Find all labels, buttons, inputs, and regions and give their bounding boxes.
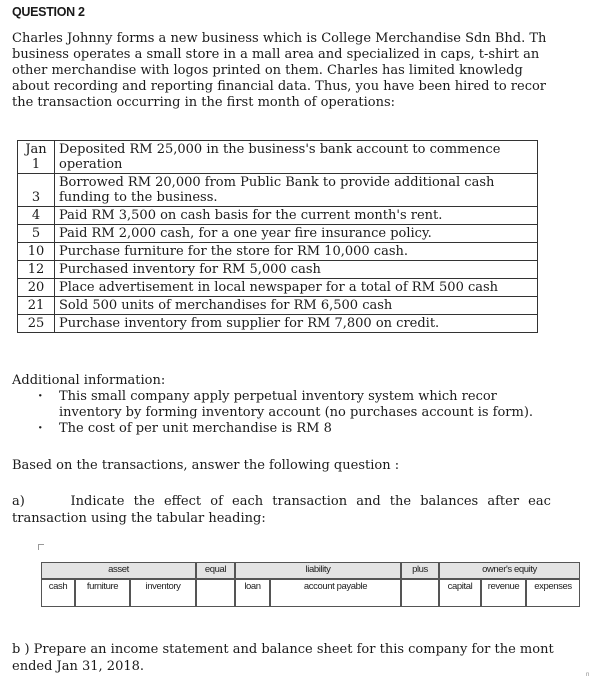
col-plus-blank <box>401 579 439 607</box>
list-item: · This small company apply perpetual inventory system which recor inventory by forming inventory account (no purchases account is form). <box>38 389 533 421</box>
col-capital: capital <box>439 579 481 607</box>
watermark-text: n <box>586 672 590 678</box>
date-cell: Jan 1 <box>18 141 55 174</box>
header-asset: asset <box>41 562 196 579</box>
description-cell: Sold 500 units of merchandises for RM 6,500 cash <box>55 297 538 315</box>
col-inventory: inventory <box>130 579 196 607</box>
table-row <box>18 261 538 279</box>
table-row <box>18 141 538 174</box>
date-cell: 5 <box>18 225 55 243</box>
table-row <box>18 207 538 225</box>
question-b-line: b ) Prepare an income statement and balance sheet for this company for the mont <box>12 642 554 657</box>
question-a-text: Indicate the effect of each transaction and the balances after eac <box>70 494 551 509</box>
description-cell: Place advertisement in local newspaper for a total of RM 500 cash <box>55 279 538 297</box>
table-row <box>18 225 538 243</box>
header-liability: liability <box>235 562 401 579</box>
date-cell: 21 <box>18 297 55 315</box>
based-on-text: Based on the transactions, answer the following question : <box>12 458 400 473</box>
description-cell: Paid RM 2,000 cash, for a one year fire insurance policy. <box>55 225 538 243</box>
date-cell: 10 <box>18 243 55 261</box>
corner-mark <box>38 544 44 550</box>
date-cell: 3 <box>18 174 55 207</box>
question-a-label: a) <box>12 494 25 509</box>
col-expenses: expenses <box>526 579 580 607</box>
intro-paragraph <box>12 31 602 111</box>
description-cell: Purchase inventory from supplier for RM 7,800 on credit. <box>55 315 538 333</box>
list-item: · The cost of per unit merchandise is RM 8 <box>38 421 533 437</box>
intro-line: the transaction occurring in the first month of operations: <box>12 95 396 110</box>
additional-info-title: Additional information: <box>12 373 166 388</box>
header-plus: plus <box>401 562 439 579</box>
table-row <box>18 174 538 207</box>
question-b-line: ended Jan 31, 2018. <box>12 659 145 674</box>
question-heading: QUESTION 2 <box>12 5 85 19</box>
date-cell: 4 <box>18 207 55 225</box>
col-equal-blank <box>196 579 235 607</box>
question-b <box>12 641 554 675</box>
col-revenue: revenue <box>481 579 526 607</box>
transactions-table <box>17 140 538 333</box>
header-owners-equity: owner's equity <box>439 562 580 579</box>
col-account-payable: account payable <box>270 579 401 607</box>
description-cell: Deposited RM 25,000 in the business's bank account to commence operation <box>55 141 538 174</box>
description-cell: Paid RM 3,500 on cash basis for the current month's rent. <box>55 207 538 225</box>
description-cell: Purchased inventory for RM 5,000 cash <box>55 261 538 279</box>
date-cell: 25 <box>18 315 55 333</box>
col-furniture: furniture <box>75 579 130 607</box>
table-row <box>18 297 538 315</box>
intro-line: Charles Johnny forms a new business which is College Merchandise Sdn Bhd. Th <box>12 31 547 46</box>
table-row <box>18 279 538 297</box>
date-cell: 12 <box>18 261 55 279</box>
intro-line: other merchandise with logos printed on them. Charles has limited knowledg <box>12 63 523 78</box>
table-row <box>18 315 538 333</box>
col-cash: cash <box>41 579 75 607</box>
header-equal: equal <box>196 562 235 579</box>
table-row <box>18 243 538 261</box>
question-a <box>12 493 551 527</box>
question-a-text-cont: transaction using the tabular heading: <box>12 511 266 526</box>
date-cell: 20 <box>18 279 55 297</box>
intro-line: business operates a small store in a mall area and specialized in caps, t-shirt an <box>12 47 540 62</box>
intro-line: about recording and reporting financial data. Thus, you have been hired to recor <box>12 79 547 94</box>
additional-info-list <box>38 389 533 437</box>
description-cell: Borrowed RM 20,000 from Public Bank to provide additional cash funding to the business. <box>55 174 538 207</box>
col-loan: loan <box>235 579 270 607</box>
description-cell: Purchase furniture for the store for RM 10,000 cash. <box>55 243 538 261</box>
